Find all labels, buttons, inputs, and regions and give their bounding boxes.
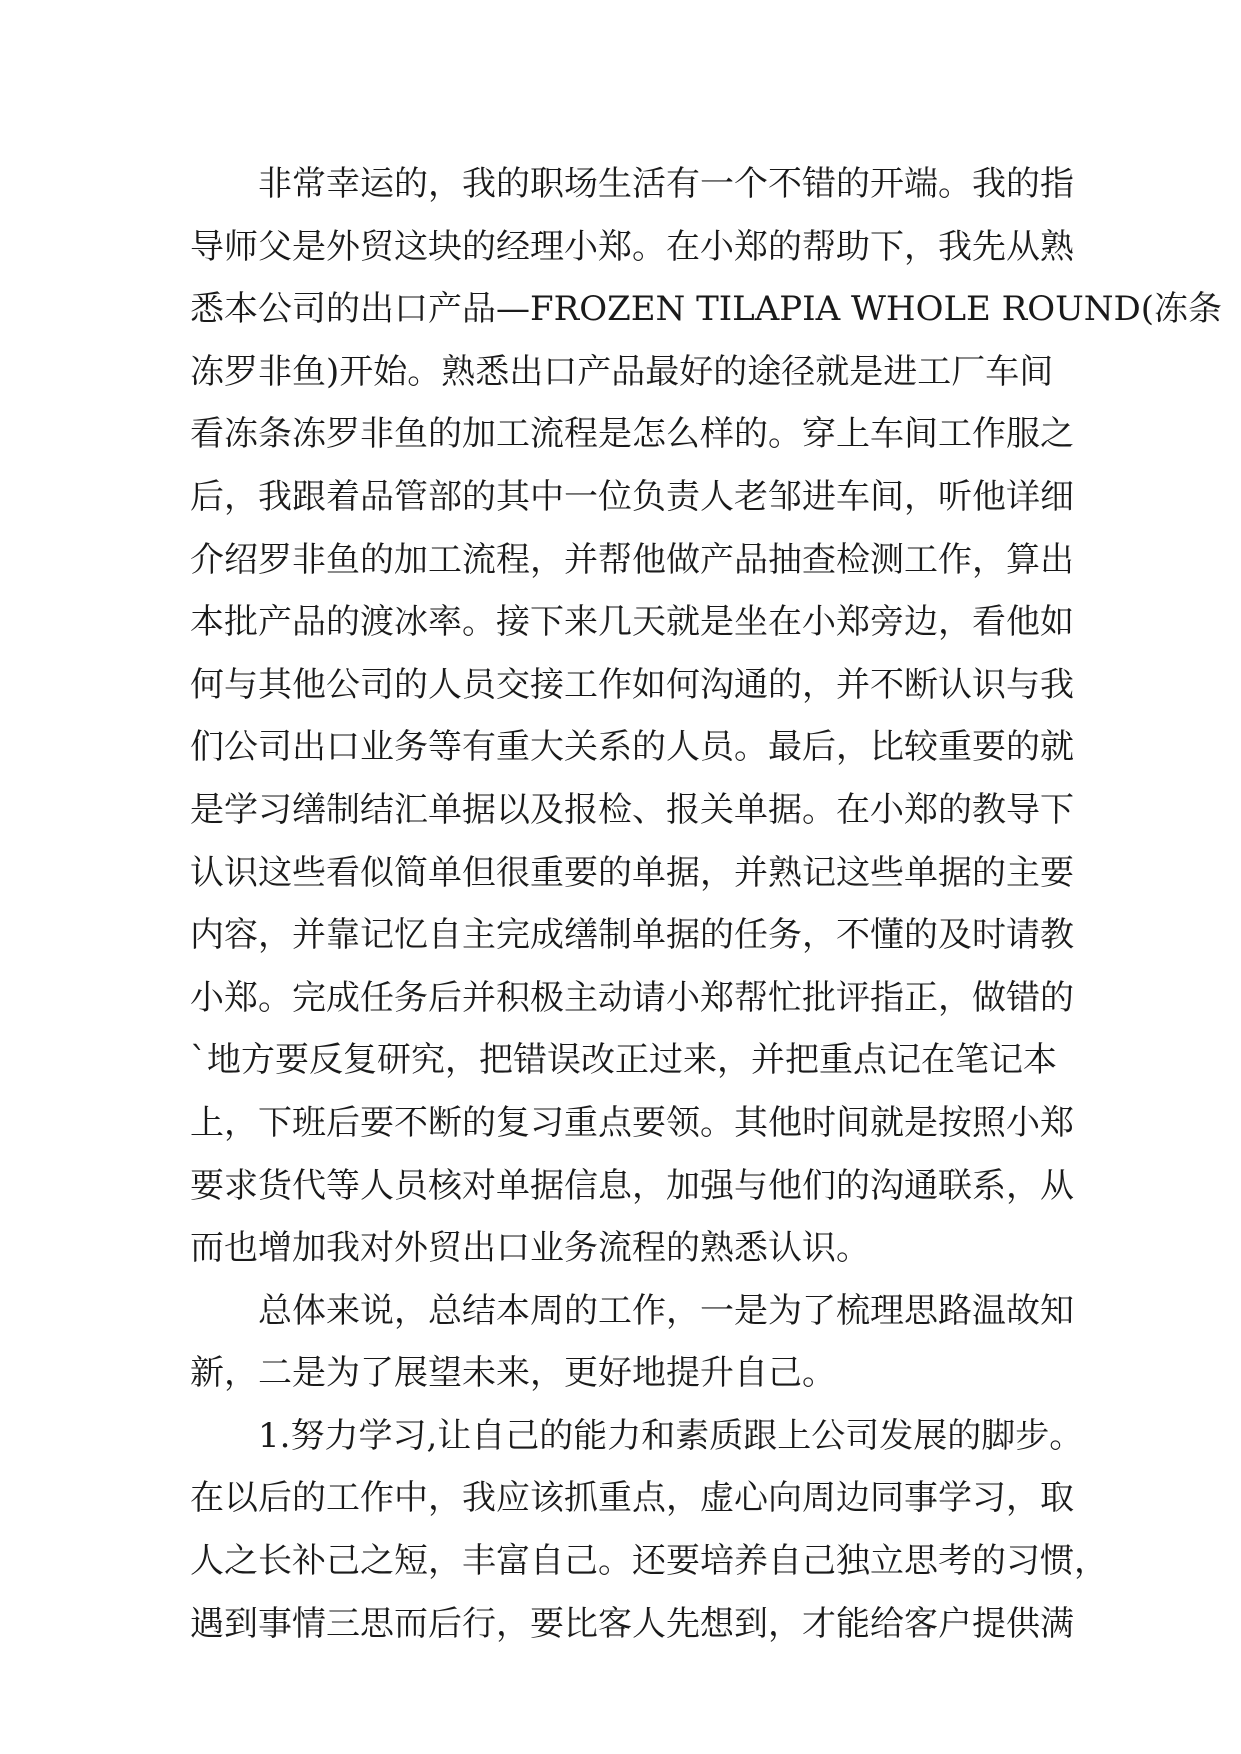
text-line: 上，下班后要不断的复习重点要领。其他时间就是按照小郑 bbox=[190, 1102, 1074, 1143]
text-line: 悉本公司的出口产品—FROZEN TILAPIA WHOLE ROUND(冻条 bbox=[190, 289, 1223, 330]
text-line: 们公司出口业务等有重大关系的人员。最后，比较重要的就 bbox=[190, 727, 1074, 768]
text-line: 是学习缮制结汇单据以及报检、报关单据。在小郑的教导下 bbox=[190, 789, 1074, 830]
text-line: 何与其他公司的人员交接工作如何沟通的，并不断认识与我 bbox=[190, 664, 1074, 705]
text-line: 本批产品的渡冰率。接下来几天就是坐在小郑旁边，看他如 bbox=[190, 602, 1074, 643]
text-line: 后，我跟着品管部的其中一位负责人老邹进车间，听他详细 bbox=[190, 476, 1074, 517]
text-line: 要求货代等人员核对单据信息，加强与他们的沟通联系，从 bbox=[190, 1165, 1074, 1206]
text-line: 看冻条冻罗非鱼的加工流程是怎么样的。穿上车间工作服之 bbox=[190, 414, 1074, 455]
text-line: 人之长补己之短，丰富自己。还要培养自己独立思考的习惯， bbox=[190, 1541, 1108, 1582]
paragraph bbox=[190, 153, 1223, 1280]
text-line: 在以后的工作中，我应该抓重点，虚心向周边同事学习，取 bbox=[190, 1478, 1074, 1519]
text-line: 介绍罗非鱼的加工流程，并帮他做产品抽查检测工作，算出 bbox=[190, 539, 1074, 580]
paragraph bbox=[190, 1405, 1108, 1655]
text-line: 总体来说，总结本周的工作，一是为了梳理思路温故知 bbox=[258, 1290, 1074, 1331]
text-line: 小郑。完成任务后并积极主动请小郑帮忙批评指正，做错的 bbox=[190, 977, 1074, 1018]
document-body bbox=[190, 153, 1223, 1655]
text-line: 而也增加我对外贸出口业务流程的熟悉认识。 bbox=[190, 1228, 870, 1269]
text-line: 遇到事情三思而后行，要比客人先想到，才能给客户提供满 bbox=[190, 1603, 1074, 1644]
text-line: 导师父是外贸这块的经理小郑。在小郑的帮助下，我先从熟 bbox=[190, 226, 1074, 267]
text-line: 认识这些看似简单但很重要的单据，并熟记这些单据的主要 bbox=[190, 852, 1074, 893]
text-line: 冻罗非鱼)开始。熟悉出口产品最好的途径就是进工厂车间 bbox=[190, 351, 1054, 392]
text-line: 非常幸运的，我的职场生活有一个不错的开端。我的指 bbox=[258, 164, 1074, 204]
paragraph bbox=[190, 1280, 1074, 1405]
text-line: 1.努力学习,让自己的能力和素质跟上公司发展的脚步。 bbox=[258, 1415, 1084, 1456]
text-line: 新，二是为了展望未来，更好地提升自己。 bbox=[190, 1353, 836, 1394]
text-line: 内容，并靠记忆自主完成缮制单据的任务，不懂的及时请教 bbox=[190, 915, 1074, 956]
text-line: `地方要反复研究，把错误改正过来，并把重点记在笔记本 bbox=[190, 1040, 1057, 1081]
